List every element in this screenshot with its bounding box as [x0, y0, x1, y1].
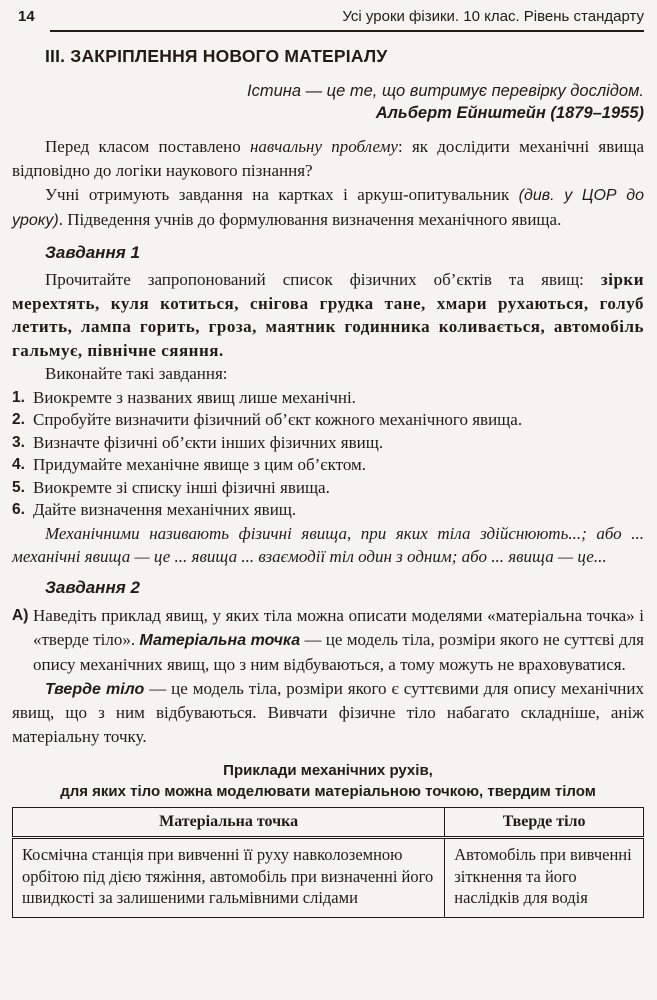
- solid-body-paragraph: Тверде тіло — це модель тіла, розміри якого є суттєвими для опису механічних явищ, що з ним відбуваються. Вивчати фізичне тіло набагато складніше, аніж матеріальну точку.: [12, 678, 644, 746]
- table-header-material-point: Матеріальна точка: [13, 808, 445, 838]
- list-item-number: 1.: [12, 388, 25, 406]
- list-item-number: 2.: [12, 411, 25, 428]
- list-item-text: Виокремте з названих явищ лише механічні.: [33, 387, 356, 407]
- table-cell-solid-body: Автомобіль при вивченні зіткнення та його наслідків для водія: [445, 838, 644, 918]
- task2-title: Завдання 2: [45, 577, 140, 597]
- epigraph-quote: Істина — це те, що витримує перевірку дослідом.: [246, 82, 644, 100]
- section-heading: III. ЗАКРІПЛЕННЯ НОВОГО МАТЕРІАЛУ: [45, 46, 388, 66]
- table-caption-line1: Приклади механічних рухів,: [223, 762, 433, 779]
- item-a-text: Наведіть приклад явищ, у яких тіла можна описати моделями «матеріальна точка» і «тверде тіло». Матеріальна точка — це модель тіла, розміри якого не суттєві для опису механічних явищ, що з ним відбуваються, а тому можуть не враховуватися.: [33, 605, 644, 674]
- list-item-number: 6.: [12, 501, 25, 518]
- epigraph-author: Альберт Ейнштейн (1879–1955): [375, 104, 644, 122]
- task1-title: Завдання 1: [45, 243, 140, 262]
- intro-paragraph-2: Учні отримують завдання на картках і аркуш-опитувальник (див. у ЦОР до уроку). Підведення учнів до формулювання визначення механічного явища.: [12, 185, 644, 229]
- list-item-number: 4.: [12, 456, 25, 473]
- list-item-text: Виокремте зі списку інші фізичні явища.: [33, 477, 330, 497]
- item-a-label: А): [12, 606, 29, 624]
- list-item-text: Дайте визначення механічних явищ.: [33, 500, 297, 519]
- list-item: [12, 432, 644, 455]
- list-item-number: 3.: [12, 433, 25, 451]
- table-header-row: [13, 808, 644, 838]
- list-item-text: Визначте фізичні об’єкти інших фізичних явищ.: [33, 432, 384, 452]
- task1-subtitle: Виконайте такі завдання:: [45, 364, 228, 383]
- epigraph: [12, 80, 644, 124]
- task1-list: [12, 387, 644, 522]
- list-item: [12, 477, 644, 500]
- table-row: [13, 838, 644, 918]
- task1-intro: Прочитайте запропонований список фізичних об’єктів та явищ: зірки мерехтять, куля котиться, снігова грудка тане, хмари рухаються, голуб летить, лампа горить, гроза, маятник годинника коливається, автомобіль гальмує, північне сяяння.: [12, 270, 644, 360]
- page-number: 14: [18, 8, 35, 25]
- list-item: [12, 409, 644, 432]
- examples-table: [12, 807, 644, 918]
- running-title: Усі уроки фізики. 10 клас. Рівень стандарту: [342, 8, 644, 25]
- list-item-text: Спробуйте визначити фізичний об’єкт кожного механічного явища.: [33, 410, 523, 429]
- header-rule: [50, 30, 644, 32]
- table-cell-material-point: Космічна станція при вивченні її руху навколоземною орбітою під дією тяжіння, автомобіль при визначенні його швидкості за залишеними гальмівними слідами: [13, 838, 445, 918]
- list-item-text: Придумайте механічне явище з цим об’єктом.: [33, 455, 367, 474]
- task2-item-a: [12, 604, 644, 677]
- list-item-number: 5.: [12, 478, 25, 496]
- page-header: [12, 8, 644, 26]
- table-header-solid-body: Тверде тіло: [445, 808, 644, 838]
- intro-paragraph-1: Перед класом поставлено навчальну проблему: як дослідити механічні явища відповідно до логіки наукового пізнання?: [12, 137, 644, 180]
- table-caption-line2: для яких тіло можна моделювати матеріальною точкою, твердим тілом: [60, 783, 596, 800]
- list-item: [12, 454, 644, 477]
- list-item: [12, 499, 644, 522]
- table-caption: [12, 760, 644, 802]
- definition-paragraph: Механічними називають фізичні явища, при яких тіла здійснюють...; або ... механічні явища — це ... явища ... взаємодії тіл один з одним; або ... явища — це...: [12, 523, 644, 566]
- list-item: [12, 387, 644, 410]
